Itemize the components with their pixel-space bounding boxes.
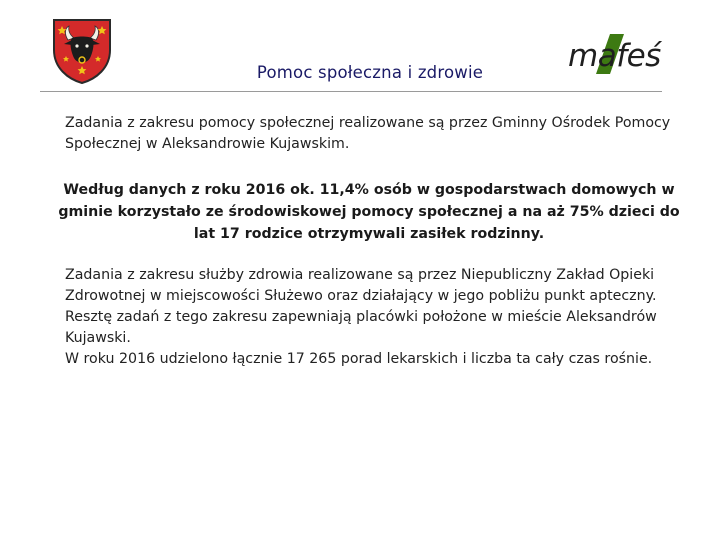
health-care-line: Zadania z zakresu służby zdrowia realizowane są przez Niepubliczny Zakład Opieki bbox=[65, 267, 655, 283]
health-care-line: Resztę zadań z tego zakresu zapewniają placówki położone w mieście Aleksandrów bbox=[65, 309, 657, 325]
coat-of-arms-icon bbox=[50, 16, 114, 86]
social-assistance-paragraph: Zadania z zakresu pomocy społecznej realizowane są przez Gminny Ośrodek Pomocy Społecznej w Aleksandrowie Kujawskim. bbox=[65, 115, 671, 152]
mafes-logo bbox=[566, 30, 670, 76]
page-title: Pomoc społeczna i zdrowie bbox=[256, 63, 484, 82]
health-care-line: Kujawski. bbox=[65, 330, 131, 346]
health-care-line: Zdrowotnej w miejscowości Służewo oraz działający w jego pobliżu punkt apteczny. bbox=[65, 288, 657, 304]
statistics-highlight: Według danych z roku 2016 ok. 11,4% osób w gospodarstwach domowych w gminie korzystało ze środowiskowej pomocy społecznej a na aż 75% dzieci do lat 17 rodzice otrzymywali zasiłek rodzinny. bbox=[58, 182, 680, 242]
svg-text:mafeś: mafeś bbox=[568, 38, 661, 74]
health-care-line: W roku 2016 udzielono łącznie 17 265 porad lekarskich i liczba ta cały czas rośnie. bbox=[65, 351, 653, 367]
health-care-paragraph bbox=[65, 265, 685, 370]
header-divider bbox=[40, 91, 662, 92]
